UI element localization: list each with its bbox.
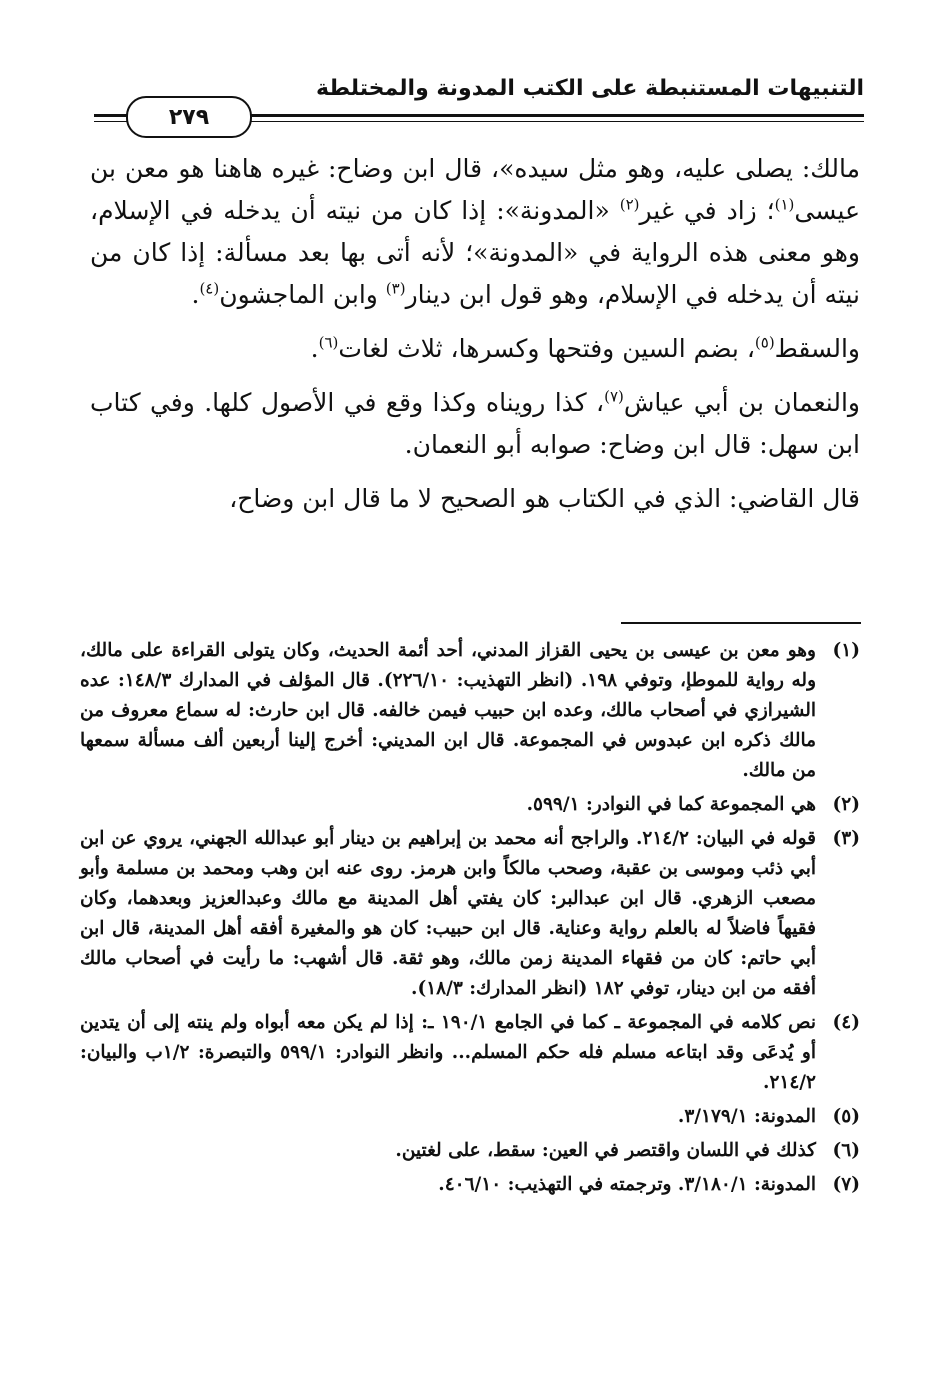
page-number-frame: [126, 96, 252, 138]
footnote-ref[interactable]: (١): [774, 195, 795, 214]
footnote-text: المدونة: ٣/١٧٩/١.: [677, 1106, 816, 1127]
page-number: ٢٧٩: [168, 104, 210, 130]
page-header: [94, 62, 864, 132]
footnote: [80, 1102, 860, 1132]
footnote-text: كذلك في اللسان واقتصر في العين: سقط، على لغتين.: [395, 1140, 816, 1161]
paragraph-2: [90, 328, 860, 370]
footnote-number: (٦): [832, 1140, 860, 1161]
footnote-number: (٢): [832, 794, 860, 815]
text-run: ، كذا رويناه وكذا وقع في الأصول كلها. وفي كتاب ابن سهل: قال ابن وضاح: صوابه أبو النعمان.: [90, 388, 860, 459]
footnote: [80, 790, 860, 820]
footnote: [80, 1008, 860, 1098]
text-run: قال القاضي: الذي في الكتاب هو الصحيح لا ما قال ابن وضاح،: [229, 484, 860, 513]
footnote-number: (٥): [832, 1106, 860, 1127]
footnote-text: قوله في البيان: ٢١٤/٢. والراجح أنه محمد بن إبراهيم بن دينار أبو عبدالله الجهني، يروي عن ابن أبي ذئب وموسى بن عقبة، وصحب مالكاً وابن هرمز. روى عنه ابن وهب ومحمد بن مسلمة وأبو مصعب الزهري. قال ابن عبدالبر: كان يفتي أهل المدينة مع مالك وعبدالعزيز وبعدهما، وكان فقيهاً فاضلاً له بالعلم رواية وعناية. قال ابن حبيب: كان هو والمغيرة أفقه أهل المدينة، قال ابن أبي حاتم: كان من فقهاء المدينة زمن مالك، وهو ثقة. قال أشهب: ما رأيت في أصحاب مالك أفقه من ابن دينار، توفي ١٨٢ (انظر المدارك: ١٨/٣).: [80, 828, 816, 999]
footnote-ref[interactable]: (٧): [604, 387, 624, 406]
footnote-text: المدونة: ٣/١٨٠/١. وترجمته في التهذيب: ٤٠٦/١٠.: [438, 1174, 816, 1195]
footnote-number: (١): [832, 640, 860, 661]
footnote-ref[interactable]: (٢): [619, 195, 640, 214]
footnotes: [80, 636, 860, 1204]
running-title: التنبيهات المستنبطة على الكتب المدونة والمختلطة: [315, 76, 864, 101]
paragraph-4: [90, 478, 860, 520]
footnote-ref[interactable]: (٤): [199, 279, 220, 298]
main-text: [90, 148, 860, 520]
paragraph-3: [90, 382, 860, 466]
footnote-number: (٧): [832, 1174, 860, 1195]
text-run: ، بضم السين وفتحها وكسرها، ثلاث لغات: [338, 334, 755, 363]
text-run: .: [310, 334, 319, 363]
text-run: «المدونة»: إذا كان من نيته أن يدخله في الإسلام، وهو معنى هذه الرواية في «المدونة»؛ لأنه أتى بها بعد مسألة: إذا كان من نيته أن يدخله في الإسلام، وهو قول ابن دينار: [90, 196, 860, 309]
footnote-number: (٣): [832, 828, 860, 849]
text-run: والنعمان بن أبي عياش: [623, 388, 860, 417]
footnote: [80, 824, 860, 1004]
footnote: [80, 636, 860, 786]
paragraph-1: [90, 148, 860, 316]
text-run: والسقط: [774, 334, 860, 363]
footnote-ref[interactable]: (٣): [385, 279, 406, 298]
text-run: ؛ زاد في غير: [639, 196, 775, 225]
text-run: .: [191, 280, 200, 309]
footnote-text: هي المجموعة كما في النوادر: ٥٩٩/١.: [526, 794, 816, 815]
footnote-ref[interactable]: (٥): [754, 333, 775, 352]
footnote-ref[interactable]: (٦): [318, 333, 339, 352]
text-run: وابن الماجشون: [219, 280, 386, 309]
footnote-text: وهو معن بن عيسى بن يحيى القزاز المدني، أحد أئمة الحديث، وكان يتولى القراءة على مالك، وله رواية للموطإ، وتوفي ١٩٨. (انظر التهذيب: ٢٢٦/١٠). قال المؤلف في المدارك ١٤٨/٣: عده الشيرازي في أصحاب مالك، وعده ابن حبيب فيمن خالفه. قال ابن حارث: له سماع معروف من مالك ذكره ابن عبدوس في المجموعة. قال ابن المديني: أخرج إلينا أربعين ألف مسألة سمعها من مالك.: [80, 640, 817, 781]
footnote-text: نص كلامه في المجموعة ـ كما في الجامع ١٩٠/١ ـ: إذا لم يكن معه أبواه ولم ينته إلى أن يتدين أو يُدعَى وقد ابتاعه مسلم فله حكم المسلم... وانظر النوادر: ٥٩٩/١ والتبصرة: ١/٢ب والبيان: ٢١٤/٢.: [80, 1012, 816, 1093]
footnote-separator: [621, 622, 861, 624]
footnote-number: (٤): [832, 1012, 860, 1033]
text-run: مالك: يصلى عليه، وهو مثل سيده»، قال ابن وضاح: غيره هاهنا هو معن بن عيسى: [90, 154, 860, 225]
footnote: [80, 1136, 860, 1166]
footnote: [80, 1170, 860, 1200]
